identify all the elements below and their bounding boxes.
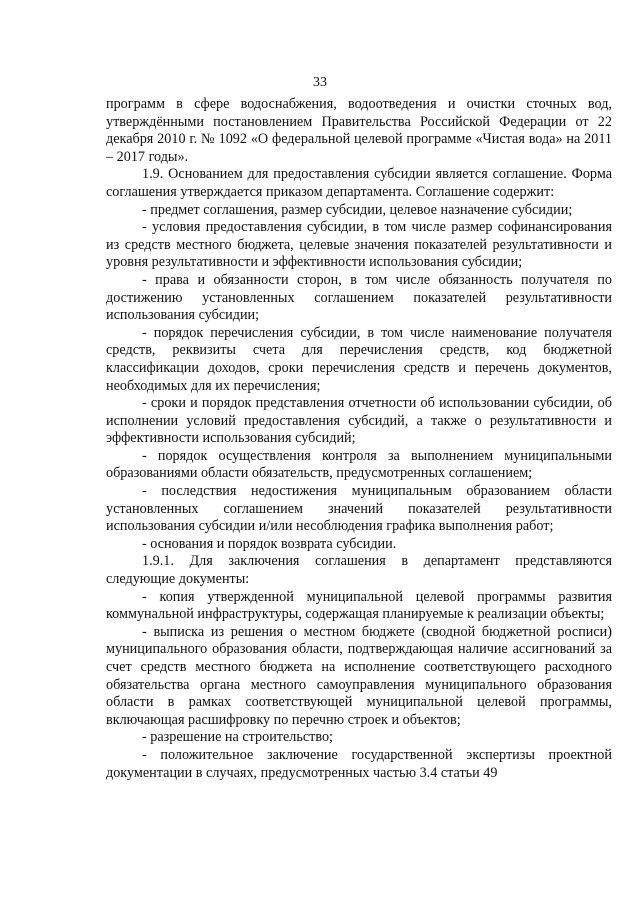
list-item-budget-extract: - выписка из решения о местном бюджете (сводной бюджетной росписи) муниципального образования области, подтверждающая наличие ассигнований за счет средств местного бюджета на исполнение соответствующего расходного обязательства органа местного самоуправления муниципального образования области в рамках соответствующей муниципальной целевой программы, включающая расшифровку по перечню строек и объектов; (106, 623, 612, 728)
page-number: 33 (313, 75, 327, 90)
list-item-permit: - разрешение на строительство; (142, 729, 333, 746)
list-item-control: - порядок осуществления контроля за выполнением муниципальными образованиями области обязательств, предусмотренных соглашением; (106, 447, 612, 482)
list-item-rights: - права и обязанности сторон, в том числе обязанность получателя по достижению установленных соглашением показателей результативности использования субсидии; (106, 271, 612, 324)
list-item-consequences: - последствия недостижения муниципальным образованием области установленных соглашением значений показателей результативности использования субсидии и/или несоблюдения графика выполнения работ; (106, 483, 612, 535)
list-item-expertise: - положительное заключение государственной экспертизы проектной документации в случаях, предусмотренных частью 3.4 статьи 49 (106, 746, 612, 781)
paragraph-1-9-1: 1.9.1. Для заключения соглашения в департамент представляются следующие документы: (106, 553, 612, 588)
document-body (106, 96, 612, 782)
list-item-transfer-order: - порядок перечисления субсидии, в том числе наименование получателя средств, реквизиты счета для перечисления средств, код бюджетной классификации доходов, сроки перечисления средств и перечень документов, необходимых для их перечисления; (106, 324, 612, 394)
paragraph-continuation: программ в сфере водоснабжения, водоотведения и очистки сточных вод, утверждёнными постановлением Правительства Российской Федерации от 22 декабря 2010 г. № 1092 «О федеральной целевой программе «Чистая вода» на 2011 – 2017 годы». (106, 96, 612, 165)
list-item-conditions: - условия предоставления субсидии, в том числе размер софинансирования из средств местного бюджета, целевые значения показателей результативности и уровня результативности и эффективности использования субсидии; (106, 219, 612, 271)
paragraph-1-9: 1.9. Основанием для предоставления субсидии является соглашение. Форма соглашения утверждается приказом департамента. Соглашение содержит: (106, 166, 612, 200)
list-item-subject: - предмет соглашения, размер субсидии, целевое назначение субсидии; (142, 201, 573, 218)
list-item-refund: - основания и порядок возврата субсидии. (142, 535, 397, 552)
list-item-program-copy: - копия утвержденной муниципальной целевой программы развития коммунальной инфраструктуры, содержащая планируемые к реализации объекты; (106, 588, 612, 623)
list-item-reporting: - сроки и порядок представления отчетности об использовании субсидии, об исполнении условий предоставления субсидий, а также о результативности и эффективности использования субсидий; (106, 395, 612, 447)
